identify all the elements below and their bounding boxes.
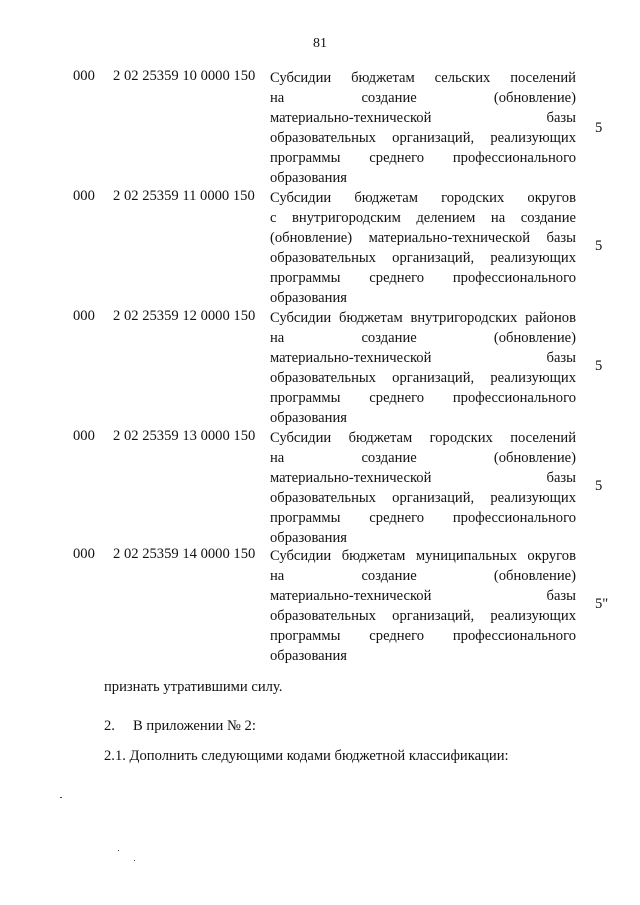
code-description: [270, 546, 576, 667]
admin-code: 000: [73, 428, 95, 444]
description-line: Субсидии бюджетам городских округов: [270, 190, 576, 206]
item-2-heading: В приложении № 2:: [133, 718, 256, 734]
description-line: образовательных организаций, реализующих: [270, 608, 576, 625]
budget-code: 2 02 25359 12 0000 150: [113, 308, 256, 324]
description-line: программы среднего профессионального: [270, 628, 576, 645]
value-cell: 5: [595, 358, 603, 374]
item-2-number: 2.: [104, 718, 115, 734]
description-line: программы среднего профессионального: [270, 270, 576, 287]
description-line: образования: [270, 648, 347, 665]
description-line: образовательных организаций, реализующих: [270, 370, 576, 387]
scan-speck: [134, 860, 135, 861]
description-line: на создание (обновление): [270, 568, 576, 585]
description-line: материально-технической базы: [270, 588, 576, 605]
code-description: [270, 308, 576, 429]
description-line: образовательных организаций, реализующих: [270, 250, 576, 267]
value-cell: 5": [595, 596, 609, 612]
description-line: материально-технической базы: [270, 110, 576, 127]
description-line: Субсидии бюджетам сельских поселений: [270, 70, 576, 86]
description-line: на создание (обновление): [270, 330, 576, 347]
description-line: образовательных организаций, реализующих: [270, 130, 576, 147]
budget-code: 2 02 25359 13 0000 150: [113, 428, 256, 444]
admin-code: 000: [73, 308, 95, 324]
description-line: Субсидии бюджетам городских поселений: [270, 430, 576, 446]
description-line: с внутригородским делением на создание: [270, 210, 576, 227]
description-line: Субсидии бюджетам внутригородских районов: [270, 310, 576, 326]
page-number: 81: [313, 36, 327, 51]
admin-code: 000: [73, 546, 95, 562]
description-line: образования: [270, 530, 347, 547]
description-line: (обновление) материально-технической базы: [270, 230, 576, 247]
description-line: материально-технической базы: [270, 350, 576, 367]
description-line: образования: [270, 290, 347, 307]
admin-code: 000: [73, 188, 95, 204]
description-line: программы среднего профессионального: [270, 390, 576, 407]
value-cell: 5: [595, 478, 603, 494]
description-line: образования: [270, 410, 347, 427]
item-2-1-paragraph: 2.1. Дополнить следующими кодами бюджетной классификации:: [104, 748, 509, 764]
description-line: на создание (обновление): [270, 90, 576, 107]
description-line: материально-технической базы: [270, 470, 576, 487]
description-line: образования: [270, 170, 347, 187]
invalidate-paragraph: признать утратившими силу.: [104, 679, 283, 695]
code-description: [270, 68, 576, 189]
code-description: [270, 428, 576, 549]
description-line: программы среднего профессионального: [270, 510, 576, 527]
budget-code: 2 02 25359 14 0000 150: [113, 546, 256, 562]
code-description: [270, 188, 576, 309]
value-cell: 5: [595, 238, 603, 254]
scan-speck: [118, 850, 119, 851]
description-line: программы среднего профессионального: [270, 150, 576, 167]
description-line: образовательных организаций, реализующих: [270, 490, 576, 507]
description-line: на создание (обновление): [270, 450, 576, 467]
scan-speck: [60, 797, 62, 798]
value-cell: 5: [595, 120, 603, 136]
description-line: Субсидии бюджетам муниципальных округов: [270, 548, 576, 564]
budget-code: 2 02 25359 11 0000 150: [113, 188, 255, 204]
admin-code: 000: [73, 68, 95, 84]
budget-code: 2 02 25359 10 0000 150: [113, 68, 256, 84]
